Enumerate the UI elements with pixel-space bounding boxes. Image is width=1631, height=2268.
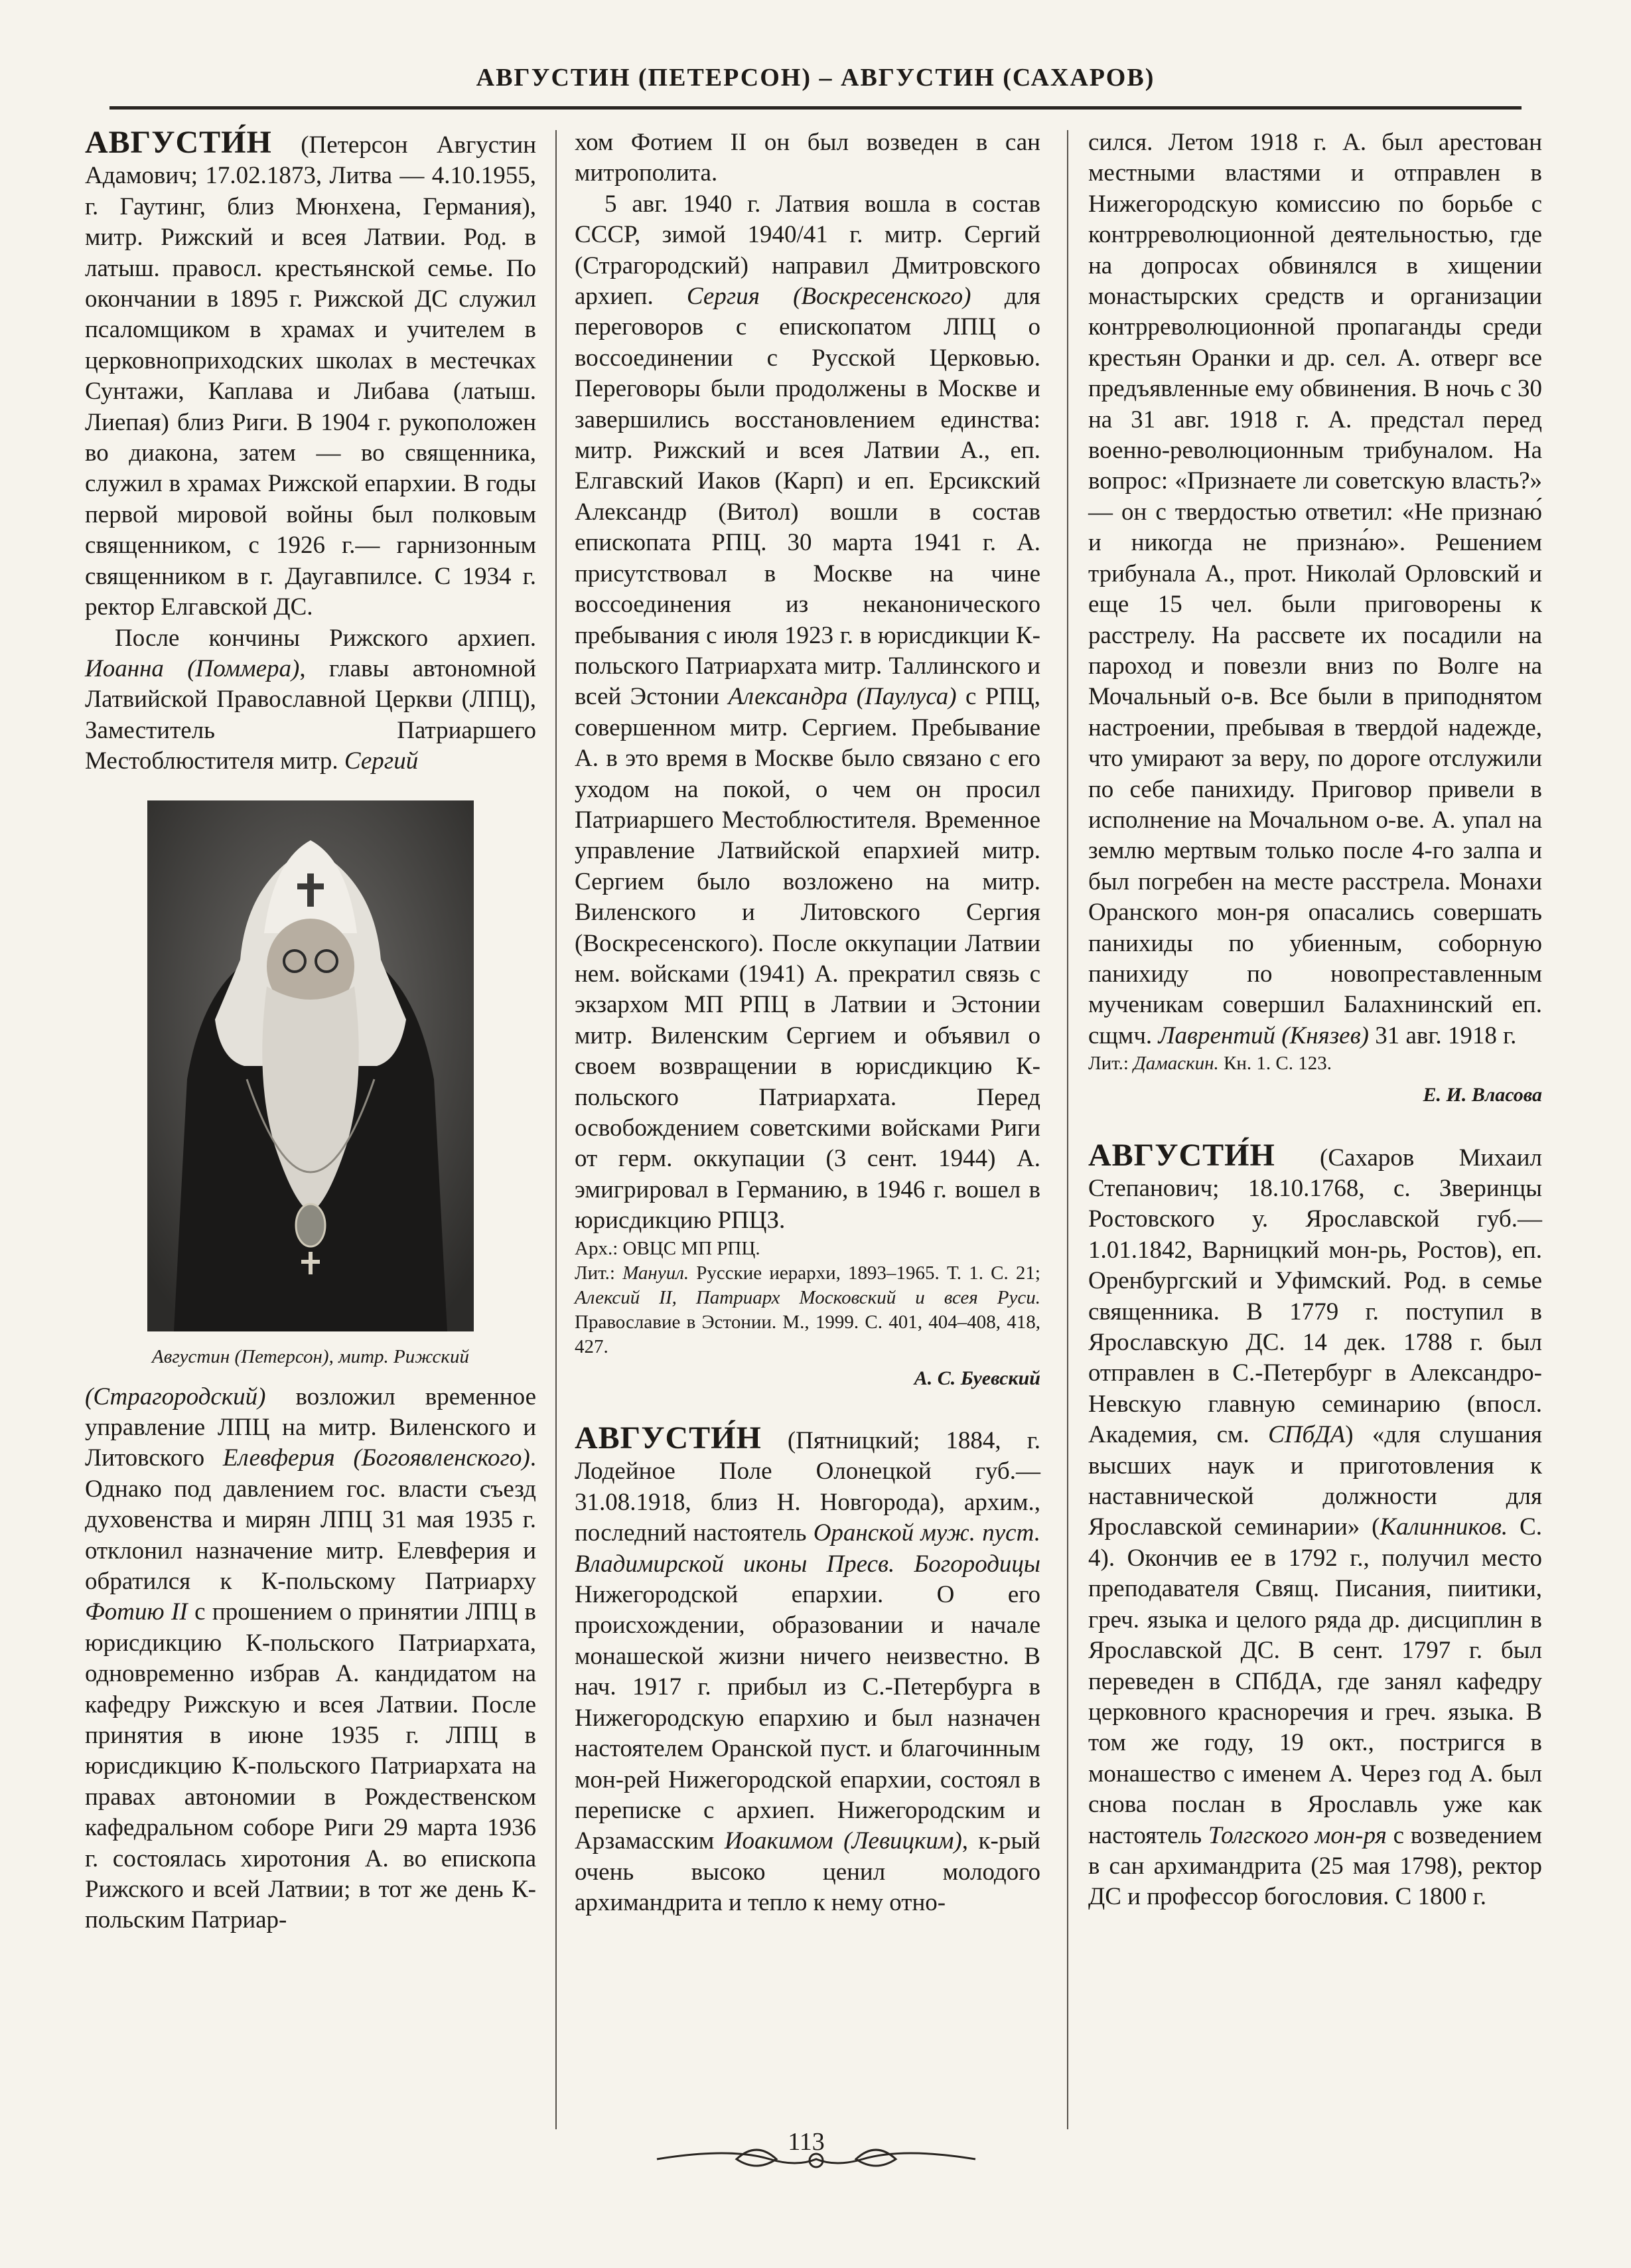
entry-pyatnitsky: АВГУСТИ́Н (Пятницкий; 1884, г. Лодейное Поле Олонецкой губ.— 31.08.1918, близ Н. Новгорода), архим., последний настоятель Оранской муж. пуст. Владимирской иконы Пресв. Богородицы Нижегородской епархии. О его происхождении, образовании и начале монашеской жизни ничего неизвестно. В нач. 1917 г. прибыл из С.-Петербурга в Нижегородскую епархию и был назначен настоятелем Оранской пуст. и благочинным мон-рей Нижегородской епархии, состоял в переписке с архиеп. Нижегородским и Арзамасским Иоакимом (Левицким), к-рый очень высоко ценил молодого архимандрита и тепло к нему отно- — [575, 1420, 1040, 1917]
page-number: 113 — [788, 2128, 825, 2156]
column-rule-1 — [555, 130, 557, 2129]
header-rule — [109, 106, 1522, 110]
column-1 — [85, 127, 536, 1936]
portrait-caption: Августин (Петерсон), митр. Рижский — [152, 1345, 469, 1367]
paragraph: (Страгородский) возложил временное управление ЛПЦ на митр. Виленского и Литовского Елевферия (Богоявленского). Однако под давлением гос. власти съезд духовенства и мирян ЛПЦ 31 мая 1935 г. отклонил назначение митр. Елевферия и обратился к К-польскому Патриарху Фотию II с прошением о принятии ЛПЦ в юрисдикцию К-польского Патриархата, одновременно избрав А. кандидатом на кафедру Рижскую и всея Латвии. После принятия в июне 1935 г. ЛПЦ в юрисдикцию К-польского Патриархата на правах автономии в Рождественском кафедральном соборе Риги 29 марта 1936 г. состоялась хиротония А. во епископа Рижского и всей Латвии; в тот же день К-польским Патриар- — [85, 1383, 536, 1934]
archive-reference: Арх.: ОВЦС МП РПЦ. — [575, 1237, 760, 1259]
paragraph: 5 авг. 1940 г. Латвия вошла в состав СССР, зимой 1940/41 г. митр. Сергий (Страгородский) направил Дмитровского архиеп. Сергия (Воскресенского) для переговоров с епископатом ЛПЦ о воссоединении с Русской Церковью. Переговоры были продолжены в Москве и завершились восстановлением единства: митр. Рижский и всея Латвии А., еп. Елгавский Иаков (Карп) и еп. Ерсикский Александр (Витол) вошли в состав епископата РПЦ. 30 марта 1941 г. А. присутствовал в Москве на чине воссоединения из неканонического пребывания с июля 1923 г. в юрисдикции К-польского Патриархата митр. Таллинского и всей Эстонии Александра (Паулуса) с РПЦ, совершенном митр. Сергием. Пребывание А. в это время в Москве было связано с его уходом на покой, о чем он просил Патриаршего Местоблюстителя. Временное управление Латвийской епархией митр. Сергием было возложено на митр. Виленского и Литовского Сергия (Воскресенского). После оккупации Латвии нем. войсками (1941) А. прекратил связь с экзархом МП РПЦ в Латвии и Эстонии митр. Виленским Сергием и объявил о своем возвращении в юрисдикцию К-польского Патриархата. Перед освобождением советскими войсками Риги от герм. оккупации (3 сент. 1944) А. эмигрировал в Германию, в 1946 г. вошел в юрисдикцию РПЦЗ. — [575, 190, 1040, 1235]
column-3 — [1088, 127, 1542, 1913]
author-signature: Е. И. Власова — [1423, 1084, 1542, 1106]
paragraph: сился. Летом 1918 г. А. был арестован местными властями и отправлен в Нижегородскую комиссию по борьбе с контрреволюционной деятельностью, где на допросах обвинялся в хищении монастырских средств и организации контрреволюционной пропаганды среди крестьян Оранки и др. сел. А. отверг все предъявленные ему обвинения. В ночь с 30 на 31 авг. 1918 г. А. предстал перед военно-революционным трибуналом. На вопрос: «Признаете ли советскую власть?» — он с твердостью ответил: «Не признаю́ и никогда не призна́ю». Решением трибунала А., прот. Николай Орловский и еще 15 чел. были приговорены к расстрелу. На рассвете их посадили на пароход и повезли вниз по Волге на Мочальный о-в. Все были в приподнятом настроении, пребывая в твердой надежде, что умирают за веру, по дороге отслужили по себе панихиду. Приговор привели в исполнение на Мочальном о-ве. А. упал на землю мертвым только после 4-го залпа и был погребен на месте расстрела. Монахи Оранского мон-ря опасались совершать панихиды по убиенным, соборную панихиду по новопреставленным мученикам совершил Балахнинский еп. сщмч. Лаврентий (Князев) 31 авг. 1918 г. — [1088, 129, 1542, 1049]
literature-reference: Лит.: Дамаскин. Кн. 1. С. 123. — [1088, 1053, 1332, 1075]
entry-headword: АВГУСТИ́Н — [85, 125, 272, 160]
entry-headword: АВГУСТИ́Н — [575, 1420, 762, 1456]
entry-petersen: АВГУСТИ́Н (Петерсон Августин Адамович; 17.02.1873, Литва — 4.10.1955, г. Гаутинг, близ Мюнхена, Германия), митр. Рижский и всея Латвии. Род. в латыш. правосл. крестьянской семье. По окончании в 1895 г. Рижской ДС служил псаломщиком в храмах и учителем в церковноприходских школах в местечках Сунтажи, Каплава и Либава (латыш. Лиепая) близ Риги. В 1904 г. рукоположен во диакона, затем — во священника, служил в храмах Рижской епархии. В годы первой мировой войны был полковым священником, с 1926 г.— гарнизонным священником в г. Даугавпилсе. С 1934 г. ректор Елгавской ДС. — [85, 125, 536, 621]
entry-headword: АВГУСТИ́Н — [1088, 1137, 1275, 1173]
paragraph: После кончины Рижского архиеп. Иоанна (Поммера), главы автономной Латвийской Православной Церкви (ЛПЦ), Заместитель Патриаршего Местоблюстителя митр. Сергий — [85, 624, 536, 775]
running-header: АВГУСТИН (ПЕТЕРСОН) – АВГУСТИН (САХАРОВ) — [476, 64, 1155, 92]
author-signature: А. С. Буевский — [914, 1367, 1040, 1389]
column-rule-2 — [1067, 130, 1068, 2129]
literature-reference: Лит.: Мануил. Русские иерархи, 1893–1965. Т. 1. С. 21; Алексий II, Патриарх Московский и всея Руси. Православие в Эстонии. М., 1999. С. 401, 404–408, 418, 427. — [575, 1262, 1040, 1357]
portrait-figure — [85, 800, 536, 1369]
paragraph: хом Фотием II он был возведен в сан митрополита. — [575, 129, 1040, 187]
column-2 — [575, 127, 1040, 1919]
entry-sakharov: АВГУСТИ́Н (Сахаров Михаил Степанович; 18.10.1768, с. Зверинцы Ростовского у. Ярославской губ.— 1.01.1842, Варницкий мон-рь, Ростов), еп. Оренбургский и Уфимский. Род. в семье священника. В 1779 г. поступил в Ярославскую ДС. 14 дек. 1788 г. был отправлен в С.-Петербург в Александро-Невскую главную семинарию (впосл. Академия, см. СПбДА) «для слушания высших наук и приготовления к наставнической должности для Ярославской семинарии» (Калинников. С. 4). Окончив ее в 1792 г., получил место преподавателя Свящ. Писания, пиитики, греч. языка и целого ряда др. дисциплин в Ярославской ДС. В сент. 1797 г. был переведен в СПбДА, где занял кафедру церковного красноречия и греч. языка. В том же году, 19 окт., постригся в монашество с именем А. Через год А. был снова послан в Ярославль уже как настоятель Толгского мон-ря с возведением в сан архимандрита (25 мая 1798), ректор ДС и профессор богословия. С 1800 г. — [1088, 1137, 1543, 1911]
portrait-photo — [147, 800, 474, 1331]
